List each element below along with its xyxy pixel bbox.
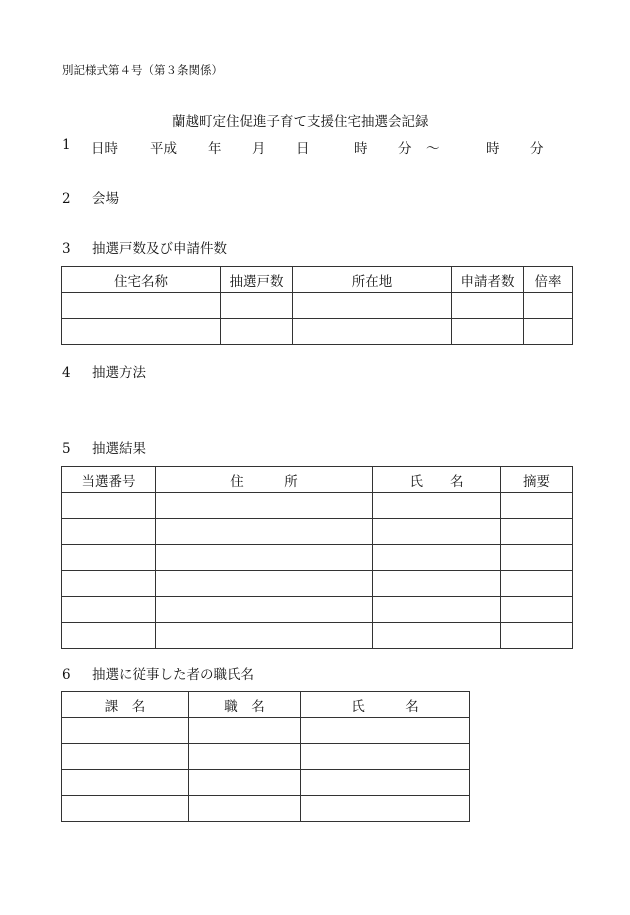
hour-end-label: 時 [486, 141, 500, 157]
table-cell[interactable] [293, 319, 452, 345]
section-4-heading [62, 361, 146, 381]
column-header: 職 名 [189, 692, 301, 718]
table-cell[interactable] [189, 718, 301, 744]
section-1-label: 日時 [91, 141, 118, 157]
table-cell[interactable] [501, 597, 573, 623]
table-cell[interactable] [156, 623, 373, 649]
table-cell[interactable] [501, 545, 573, 571]
table-cell[interactable] [373, 493, 501, 519]
era-label: 平成 [150, 141, 177, 157]
column-header: 住宅名称 [62, 267, 221, 293]
staff-table [61, 691, 470, 822]
table-cell[interactable] [62, 597, 156, 623]
table-row [62, 770, 470, 796]
table-row [62, 597, 573, 623]
column-header: 摘要 [501, 467, 573, 493]
table-cell[interactable] [62, 493, 156, 519]
column-header: 当選番号 [62, 467, 156, 493]
day-label: 日 [296, 141, 310, 157]
document-title: 蘭越町定住促進子育て支援住宅抽選会記録 [172, 114, 429, 130]
table-row [62, 493, 573, 519]
table-cell[interactable] [501, 571, 573, 597]
table-header-row [62, 267, 573, 293]
table-cell[interactable] [62, 319, 221, 345]
hour-start-label: 時 [354, 141, 368, 157]
table-cell[interactable] [301, 770, 470, 796]
table-cell[interactable] [301, 744, 470, 770]
table-cell[interactable] [501, 519, 573, 545]
table-cell[interactable] [62, 770, 189, 796]
range-tilde: 〜 [426, 141, 440, 157]
table-row [62, 545, 573, 571]
section-6-heading [62, 663, 254, 683]
table-cell[interactable] [189, 744, 301, 770]
table-cell[interactable] [62, 545, 156, 571]
table-cell[interactable] [452, 293, 524, 319]
table-row [62, 519, 573, 545]
table-row [62, 744, 470, 770]
section-5-heading [62, 437, 146, 457]
section-5-label: 抽選結果 [92, 441, 146, 457]
table-cell[interactable] [62, 519, 156, 545]
housing-lottery-table [61, 266, 573, 345]
table-cell[interactable] [189, 770, 301, 796]
section-2-number: 2 [62, 191, 71, 207]
table-cell[interactable] [156, 545, 373, 571]
lottery-results-table [61, 466, 573, 649]
table-cell[interactable] [501, 493, 573, 519]
section-1-number: 1 [62, 137, 71, 153]
section-3-number: 3 [62, 241, 71, 257]
table-cell[interactable] [221, 319, 293, 345]
table-cell[interactable] [221, 293, 293, 319]
table-cell[interactable] [524, 319, 573, 345]
table-cell[interactable] [501, 623, 573, 649]
table-cell[interactable] [156, 493, 373, 519]
table-cell[interactable] [62, 623, 156, 649]
table-cell[interactable] [373, 519, 501, 545]
section-6-label: 抽選に従事した者の職氏名 [92, 667, 254, 683]
table-cell[interactable] [156, 597, 373, 623]
section-4-label: 抽選方法 [92, 365, 146, 381]
table-cell[interactable] [62, 293, 221, 319]
table-cell[interactable] [62, 571, 156, 597]
section-2-label: 会場 [92, 191, 119, 207]
column-header: 住 所 [156, 467, 373, 493]
table-row [62, 623, 573, 649]
section-3-label: 抽選戸数及び申請件数 [92, 241, 227, 257]
section-2-heading [62, 187, 119, 207]
table-cell[interactable] [62, 718, 189, 744]
table-cell[interactable] [156, 519, 373, 545]
section-6-number: 6 [62, 667, 71, 683]
table-cell[interactable] [293, 293, 452, 319]
table-row [62, 319, 573, 345]
column-header: 氏 名 [301, 692, 470, 718]
column-header: 抽選戸数 [221, 267, 293, 293]
table-cell[interactable] [301, 718, 470, 744]
section-3-heading [62, 237, 227, 257]
form-id: 別記様式第４号（第３条関係） [62, 63, 223, 77]
column-header: 課 名 [62, 692, 189, 718]
table-cell[interactable] [373, 623, 501, 649]
section-5-number: 5 [62, 441, 71, 457]
table-cell[interactable] [156, 571, 373, 597]
table-row [62, 571, 573, 597]
table-cell[interactable] [373, 597, 501, 623]
year-label: 年 [208, 141, 222, 157]
table-cell[interactable] [452, 319, 524, 345]
column-header: 申請者数 [452, 267, 524, 293]
column-header: 所在地 [293, 267, 452, 293]
table-cell[interactable] [62, 744, 189, 770]
column-header: 倍率 [524, 267, 573, 293]
table-cell[interactable] [62, 796, 189, 822]
table-row [62, 718, 470, 744]
table-header-row [62, 467, 573, 493]
table-cell[interactable] [189, 796, 301, 822]
table-header-row [62, 692, 470, 718]
section-1-datetime [62, 137, 562, 155]
minute-end-label: 分 [530, 141, 544, 157]
table-cell[interactable] [524, 293, 573, 319]
table-cell[interactable] [373, 545, 501, 571]
table-cell[interactable] [373, 571, 501, 597]
column-header: 氏 名 [373, 467, 501, 493]
table-cell[interactable] [301, 796, 470, 822]
table-row [62, 293, 573, 319]
minute-start-label: 分 [398, 141, 412, 157]
month-label: 月 [252, 141, 266, 157]
table-row [62, 796, 470, 822]
section-4-number: 4 [62, 365, 71, 381]
